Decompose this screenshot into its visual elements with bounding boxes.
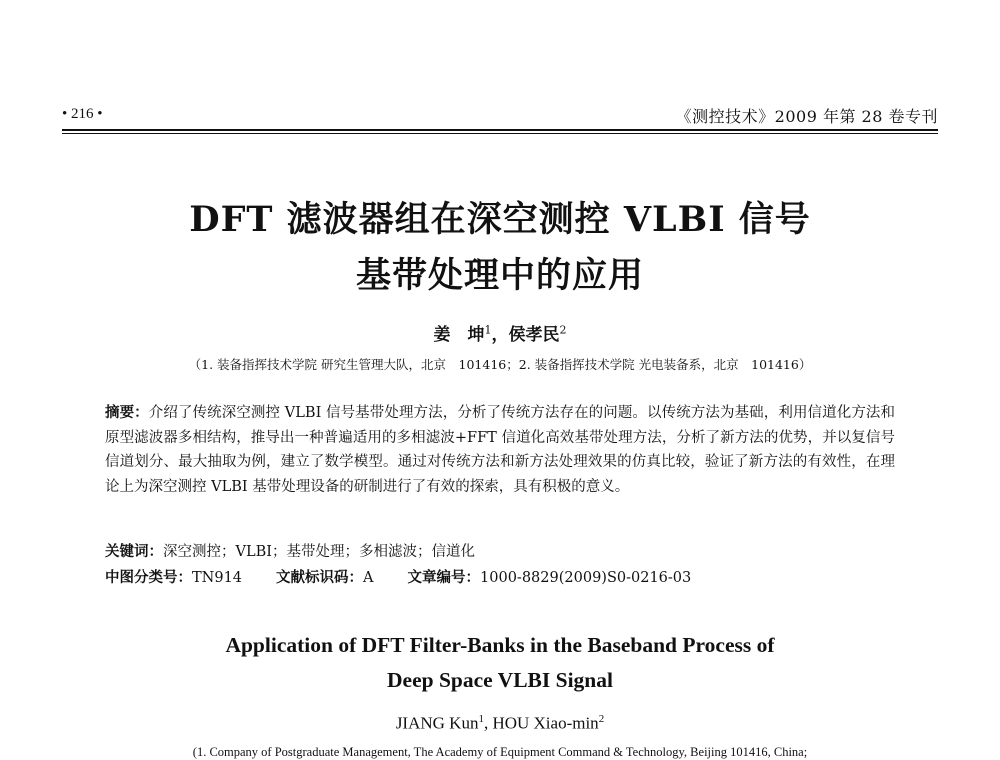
title-zh-line2: 基带处理中的应用 [355, 255, 644, 296]
author-zh-2: 侯孝民 [508, 325, 560, 345]
page-number: • 216 • [62, 106, 103, 122]
title-en-line2: Deep Space VLBI Signal [387, 668, 613, 692]
affiliation-en: (1. Company of Postgraduate Management, The Academy of Equipment Command & Technology, Beijing 101416, China; [192, 745, 808, 759]
title-en-line1: Application of DFT Filter-Banks in the Baseband Process of [225, 633, 775, 657]
abstract [105, 401, 895, 499]
keywords-text: 深空测控；VLBI；基带处理；多相滤波；信道化 [163, 544, 475, 560]
doc-code-value: A [363, 570, 374, 586]
author-en-1-sup: 1 [478, 713, 484, 725]
classification [105, 566, 691, 587]
author-en-separator: , [483, 713, 493, 733]
clc-value: TN914 [192, 570, 243, 586]
article-no-value: 1000-8829(2009)S0-0216-03 [480, 570, 692, 586]
clc-label: 中图分类号： [105, 569, 192, 586]
keywords [105, 540, 475, 561]
author-en-2-sup: 2 [598, 713, 605, 725]
journal-name: 《测控技术》2009 年第 28 卷专刊 [675, 107, 938, 126]
keywords-label: 关键词： [105, 543, 163, 560]
abstract-text: 介绍了传统深空测控 VLBI 信号基带处理方法，分析了传统方法存在的问题。以传统方法为基础，利用信道化方法和原型滤波器多相结构，推导出一种普遍适用的多相滤波+FFT 信道化高效基带处理方法，分析了新方法的优势，并以复信号信道划分、最大抽取为例，建立了数学模型。通过对传统方法和新方法处理效果的仿真比较，验证了新方法的有效性，在理论上为深空测控 VLBI 基带处理设备的研制进行了有效的探索，具有积极的意义。 [105, 405, 895, 495]
author-en-1: JIANG Kun [395, 713, 479, 733]
author-zh-2-sup: 2 [559, 323, 567, 337]
header-rule [62, 129, 938, 131]
title-zh-line1: DFT 滤波器组在深空测控 VLBI 信号 [189, 199, 811, 240]
author-zh-separator: ， [491, 325, 509, 345]
author-zh-1: 姜 坤 [433, 325, 485, 345]
abstract-label: 摘要： [105, 404, 149, 421]
doc-code-label: 文献标识码： [276, 569, 364, 586]
authors-zh [0, 320, 1000, 345]
author-en-2: HOU Xiao-min [492, 713, 599, 733]
header-rule-thin [62, 133, 938, 134]
authors-en [0, 713, 1000, 734]
author-zh-1-sup: 1 [484, 323, 492, 337]
affiliation-zh: （1. 装备指挥技术学院 研究生管理大队，北京 101416；2. 装备指挥技术学院 光电装备系，北京 101416） [188, 357, 812, 372]
article-no-label: 文章编号： [407, 569, 481, 586]
running-header [62, 100, 938, 130]
